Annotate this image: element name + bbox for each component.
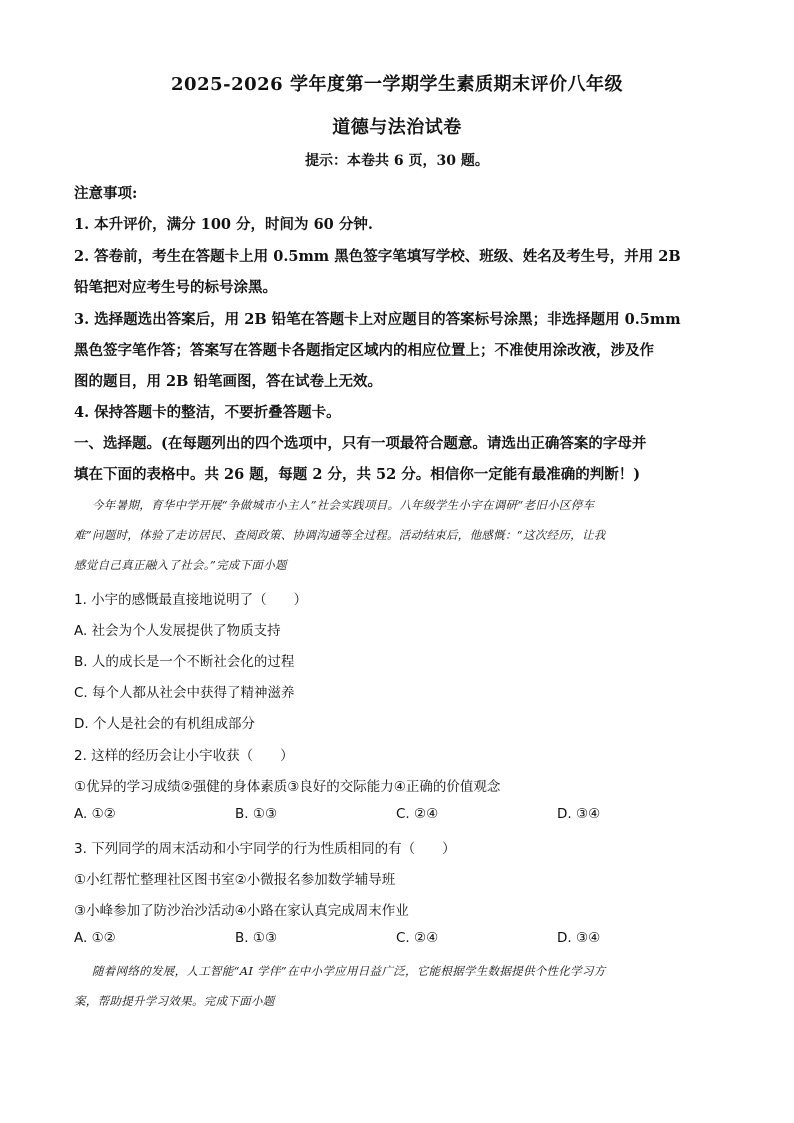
q1-option-b: B. 人的成长是一个不断社会化的过程 <box>74 654 295 670</box>
q1-option-d: D. 个人是社会的有机组成部分 <box>74 716 255 732</box>
notice-item-4: 4. 保持答题卡的整洁，不要折叠答题卡。 <box>74 404 341 421</box>
q3-stem: 3. 下列同学的周末活动和小宇同学的行为性质相同的有（ ） <box>74 841 456 857</box>
notice-item-3-line-1: 3. 选择题选出答案后，用 2B 铅笔在答题卡上对应题目的答案标号涂黑；非选择题用 0.5mm <box>74 311 681 328</box>
q3-option-d: D. ③④ <box>557 930 601 946</box>
notice-heading: 注意事项: <box>74 185 138 202</box>
q2-stem: 2. 这样的经历会让小宇收获（ ） <box>74 748 294 764</box>
story2-line-2: 案，帮助提升学习效果。完成下面小题 <box>74 994 275 1008</box>
notice-item-1: 1. 本升评价，满分 100 分，时间为 60 分钟. <box>74 216 373 233</box>
exam-title: 2025-2026 学年度第一学期学生素质期末评价八年级 <box>171 74 623 95</box>
section-heading-line-2: 填在下面的表格中。共 26 题，每题 2 分，共 52 分。相信你一定能有最准确的判断！) <box>74 466 641 483</box>
q3-items-line-2: ③小峰参加了防沙治沙活动④小路在家认真完成周末作业 <box>74 903 409 919</box>
story1-line-2: 难”问题时，体验了走访居民、查阅政策、协调沟通等全过程。活动结束后，他感慨：“这次经历，让我 <box>74 528 606 542</box>
q3-option-a: A. ①② <box>74 930 116 946</box>
q1-option-c: C. 每个人都从社会中获得了精神滋养 <box>74 685 295 701</box>
section-heading-line-1: 一、选择题。(在每题列出的四个选项中，只有一项最符合题意。请选出正确答案的字母并 <box>74 435 647 452</box>
q3-option-b: B. ①③ <box>235 930 278 946</box>
q3-option-c: C. ②④ <box>396 930 439 946</box>
notice-item-3-line-2: 黑色签字笔作答；答案写在答题卡各题指定区域内的相应位置上；不准使用涂改液，涉及作 <box>74 342 654 359</box>
notice-item-3-line-3: 图的题目，用 2B 铅笔画图，答在试卷上无效。 <box>74 373 382 390</box>
q1-stem: 1. 小宇的感慨最直接地说明了（ ） <box>74 592 308 608</box>
exam-subtitle: 道德与法治试卷 <box>332 117 462 138</box>
exam-hint: 提示：本卷共 6 页，30 题。 <box>305 153 489 169</box>
story2-line-1: 随着网络的发展，人工智能“AI 学伴”在中小学应用日益广泛，它能根据学生数据提供个性化学习方 <box>92 964 606 978</box>
q2-option-d: D. ③④ <box>557 806 601 822</box>
notice-item-2-line-1: 2. 答卷前，考生在答题卡上用 0.5mm 黑色签字笔填写学校、班级、姓名及考生号，并用 2B <box>74 248 681 265</box>
q2-option-a: A. ①② <box>74 806 116 822</box>
q2-items: ①优异的学习成绩②强健的身体素质③良好的交际能力④正确的价值观念 <box>74 779 501 795</box>
q2-option-b: B. ①③ <box>235 806 278 822</box>
q2-option-c: C. ②④ <box>396 806 439 822</box>
notice-item-2-line-2: 铅笔把对应考生号的标号涂黑。 <box>74 279 277 296</box>
story1-line-1: 今年暑期，育华中学开展“争做城市小主人”社会实践项目。八年级学生小宇在调研“老旧小区停车 <box>92 498 595 512</box>
story1-line-3: 感觉自己真正融入了社会。”完成下面小题 <box>74 558 287 572</box>
q3-items-line-1: ①小红帮忙整理社区图书室②小微报名参加数学辅导班 <box>74 872 396 888</box>
q1-option-a: A. 社会为个人发展提供了物质支持 <box>74 623 281 639</box>
